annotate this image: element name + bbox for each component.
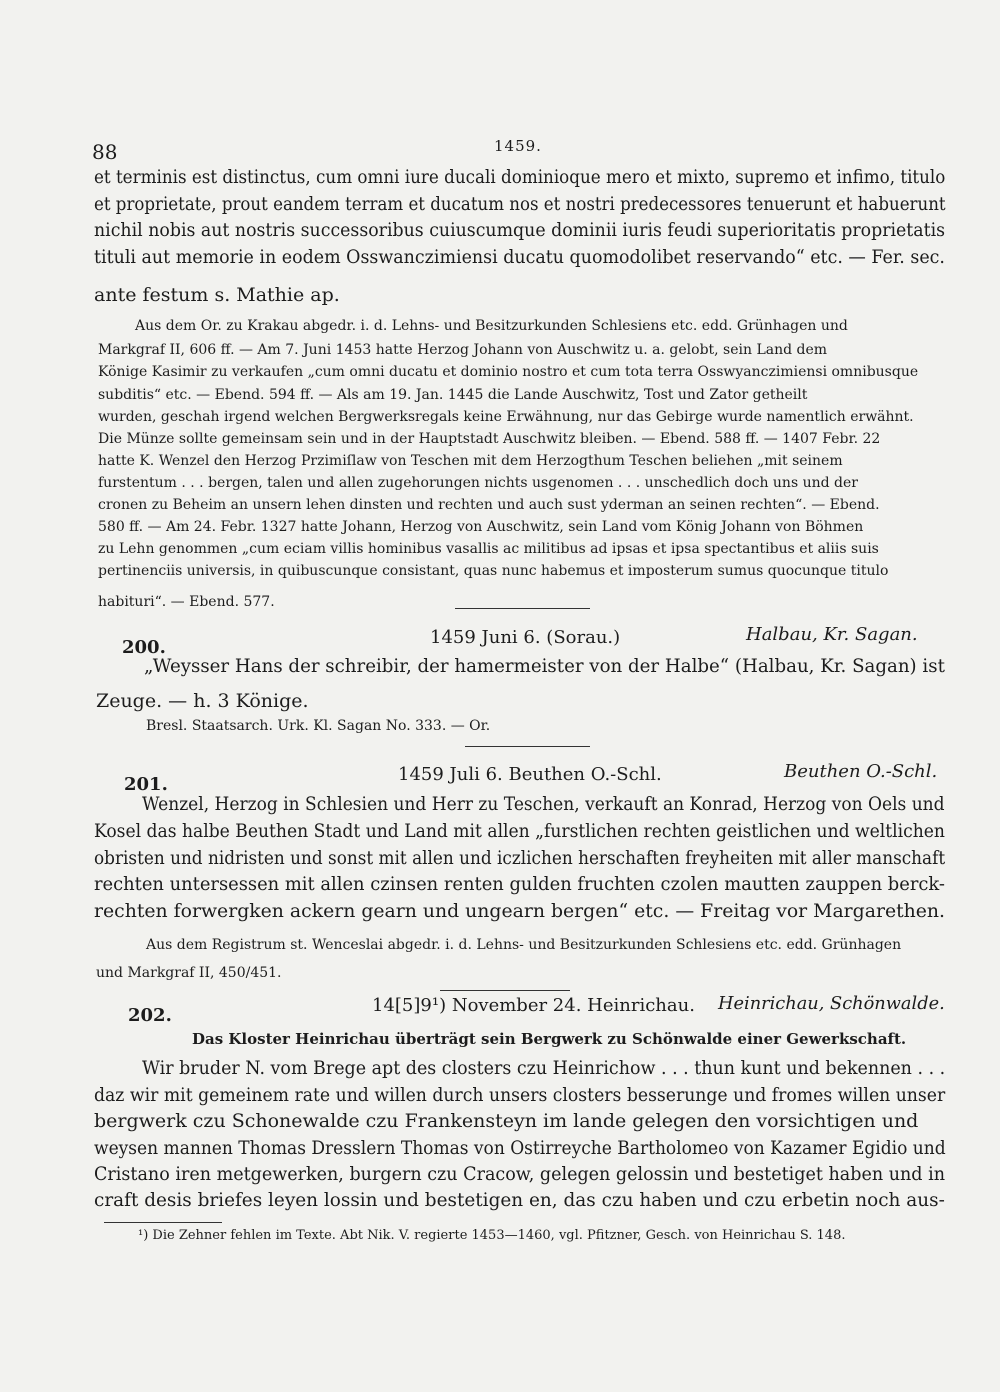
note-line: hatte K. Wenzel den Herzog Przimiſlaw von Teschen mit dem Herzogthum Teschen beliehen „mit seinem xyxy=(98,453,843,469)
body-line: bergwerk czu Schonewalde czu Frankensteyn im lande gelegen den vorsichtigen und xyxy=(94,1110,919,1132)
entry-date: 14[5]9¹) November 24. Heinrichau. xyxy=(372,995,695,1016)
note-line: Die Münze sollte gemeinsam sein und in der Hauptstadt Auschwitz bleiben. — Ebend. 588 ff. — 1407 Febr. 22 xyxy=(98,431,881,447)
body-line: Wir bruder N. vom Brege apt des closters czu Heinrichow . . . thun kunt und bekennen . . . xyxy=(142,1057,946,1079)
note-line: cronen zu Beheim an unsern lehen dinsten und rechten und auch sust yderman an seinen rechten“. — Ebend. xyxy=(98,497,880,513)
entry-number: 200. xyxy=(122,637,166,658)
body-line: weysen mannen Thomas Dresslern Thomas von Ostirreyche Bartholomeo von Kazamer Egidio und xyxy=(94,1137,946,1159)
body-line: Cristano iren metgewerken, burgern czu Cracow, gelegen gelossin und bestetiget haben und in xyxy=(94,1163,946,1185)
body-line: Zeuge. — h. 3 Könige. xyxy=(96,690,309,712)
note-line: Könige Kasimir zu verkaufen „cum omni ducatu et dominio nostro et cum tota terra Osswyanczimiensi omnibusque xyxy=(98,364,919,380)
entry-place: Heinrichau, Schönwalde. xyxy=(718,993,945,1014)
body-line: rechten untersessen mit allen czinsen renten gulden fruchten czolen mautten zauppen berck- xyxy=(94,873,945,895)
note-line: Aus dem Registrum st. Wenceslai abgedr. i. d. Lehns- und Besitzurkunden Schlesiens etc. edd. Grünhagen xyxy=(146,937,902,953)
entry-place: Halbau, Kr. Sagan. xyxy=(746,624,918,645)
body-line: obristen und nidristen und sonst mit allen und iczlichen herschaften freyheiten mit aller manschaft xyxy=(94,847,946,869)
separator-rule xyxy=(455,608,590,609)
note-line: Markgraf II, 606 ff. — Am 7. Juni 1453 hatte Herzog Johann von Auschwitz u. a. gelobt, sein Land dem xyxy=(98,342,828,358)
entry-summary: Das Kloster Heinrichau überträgt sein Bergwerk zu Schönwalde einer Gewerkschaft. xyxy=(192,1030,907,1048)
body-line: et terminis est distinctus, cum omni iure ducali dominioque mero et mixto, supremo et infimo, titulo xyxy=(94,166,946,188)
note-line: pertinenciis universis, in quibuscunque consistant, quas nunc habemus et imposterum sumus quocunque titulo xyxy=(98,563,889,579)
body-line: „Weysser Hans der schreibir, der hamermeister von der Halbe“ (Halbau, Kr. Sagan) ist xyxy=(144,655,945,677)
page-number: 88 xyxy=(92,140,118,164)
note-line: 580 ff. — Am 24. Febr. 1327 hatte Johann, Herzog von Auschwitz, sein Land vom König Johann von Böhmen xyxy=(98,519,864,535)
body-line: ante festum s. Mathie ap. xyxy=(94,284,340,306)
entry-number: 201. xyxy=(124,774,168,795)
body-line: craft desis briefes leyen lossin und bestetigen en, das czu haben und czu erbetin noch aus- xyxy=(94,1189,945,1211)
body-line: nichil nobis aut nostris successoribus cuiuscumque dominii iuris feudi superioritatis proprietatis xyxy=(94,219,946,241)
note-line: und Markgraf II, 450/451. xyxy=(96,965,282,981)
entry-place: Beuthen O.-Schl. xyxy=(784,761,938,782)
body-line: tituli aut memorie in eodem Osswanczimiensi ducatu quomodolibet reservando“ etc. — Fer. sec. xyxy=(94,246,945,268)
body-line: daz wir mit gemeinem rate und willen durch unsers closters besserunge und fromes willen unser xyxy=(94,1084,946,1106)
note-line: Aus dem Or. zu Krakau abgedr. i. d. Lehns- und Besitzurkunden Schlesiens etc. edd. Grünhagen und xyxy=(135,318,848,334)
separator-rule xyxy=(440,990,570,991)
separator-rule xyxy=(465,746,590,747)
note-line: zu Lehn genommen „cum eciam villis hominibus vasallis ac militibus ad ipsas et ipsa spectantibus et aliis suis xyxy=(98,541,879,557)
body-line: et proprietate, prout eandem terram et ducatum nos et nostri predecessores tenuerunt et habuerunt xyxy=(94,193,946,215)
note-line: habituri“. — Ebend. 577. xyxy=(98,594,275,610)
footnote-rule xyxy=(104,1222,222,1223)
body-line: rechten forwergken ackern gearn und ungearn bergen“ etc. — Freitag vor Margarethen. xyxy=(94,900,946,922)
note-line: furstentum . . . bergen, talen und allen zugehorungen nichts usgenomen . . . unschedlich doch uns und der xyxy=(98,475,858,491)
running-head: 1459. xyxy=(494,137,542,155)
footnote: ¹) Die Zehner fehlen im Texte. Abt Nik. V. regierte 1453—1460, vgl. Pfitzner, Gesch. von Heinrichau S. 148. xyxy=(138,1228,846,1243)
note-line: wurden, geschah irgend welchen Bergwerksregals keine Erwähnung, nur das Gebirge wurde namentlich erwähnt. xyxy=(98,409,914,425)
entry-number: 202. xyxy=(128,1005,172,1026)
body-line: Wenzel, Herzog in Schlesien und Herr zu Teschen, verkauft an Konrad, Herzog von Oels und xyxy=(142,793,945,815)
body-line: Kosel das halbe Beuthen Stadt und Land mit allen „furstlichen rechten geistlichen und weltlichen xyxy=(94,820,945,842)
note-line: Bresl. Staatsarch. Urk. Kl. Sagan No. 333. — Or. xyxy=(146,718,491,734)
entry-date: 1459 Juli 6. Beuthen O.-Schl. xyxy=(398,764,662,785)
entry-date: 1459 Juni 6. (Sorau.) xyxy=(430,627,621,648)
note-line: subditis“ etc. — Ebend. 594 ff. — Als am 19. Jan. 1445 die Lande Auschwitz, Tost und Zator getheilt xyxy=(98,387,808,403)
